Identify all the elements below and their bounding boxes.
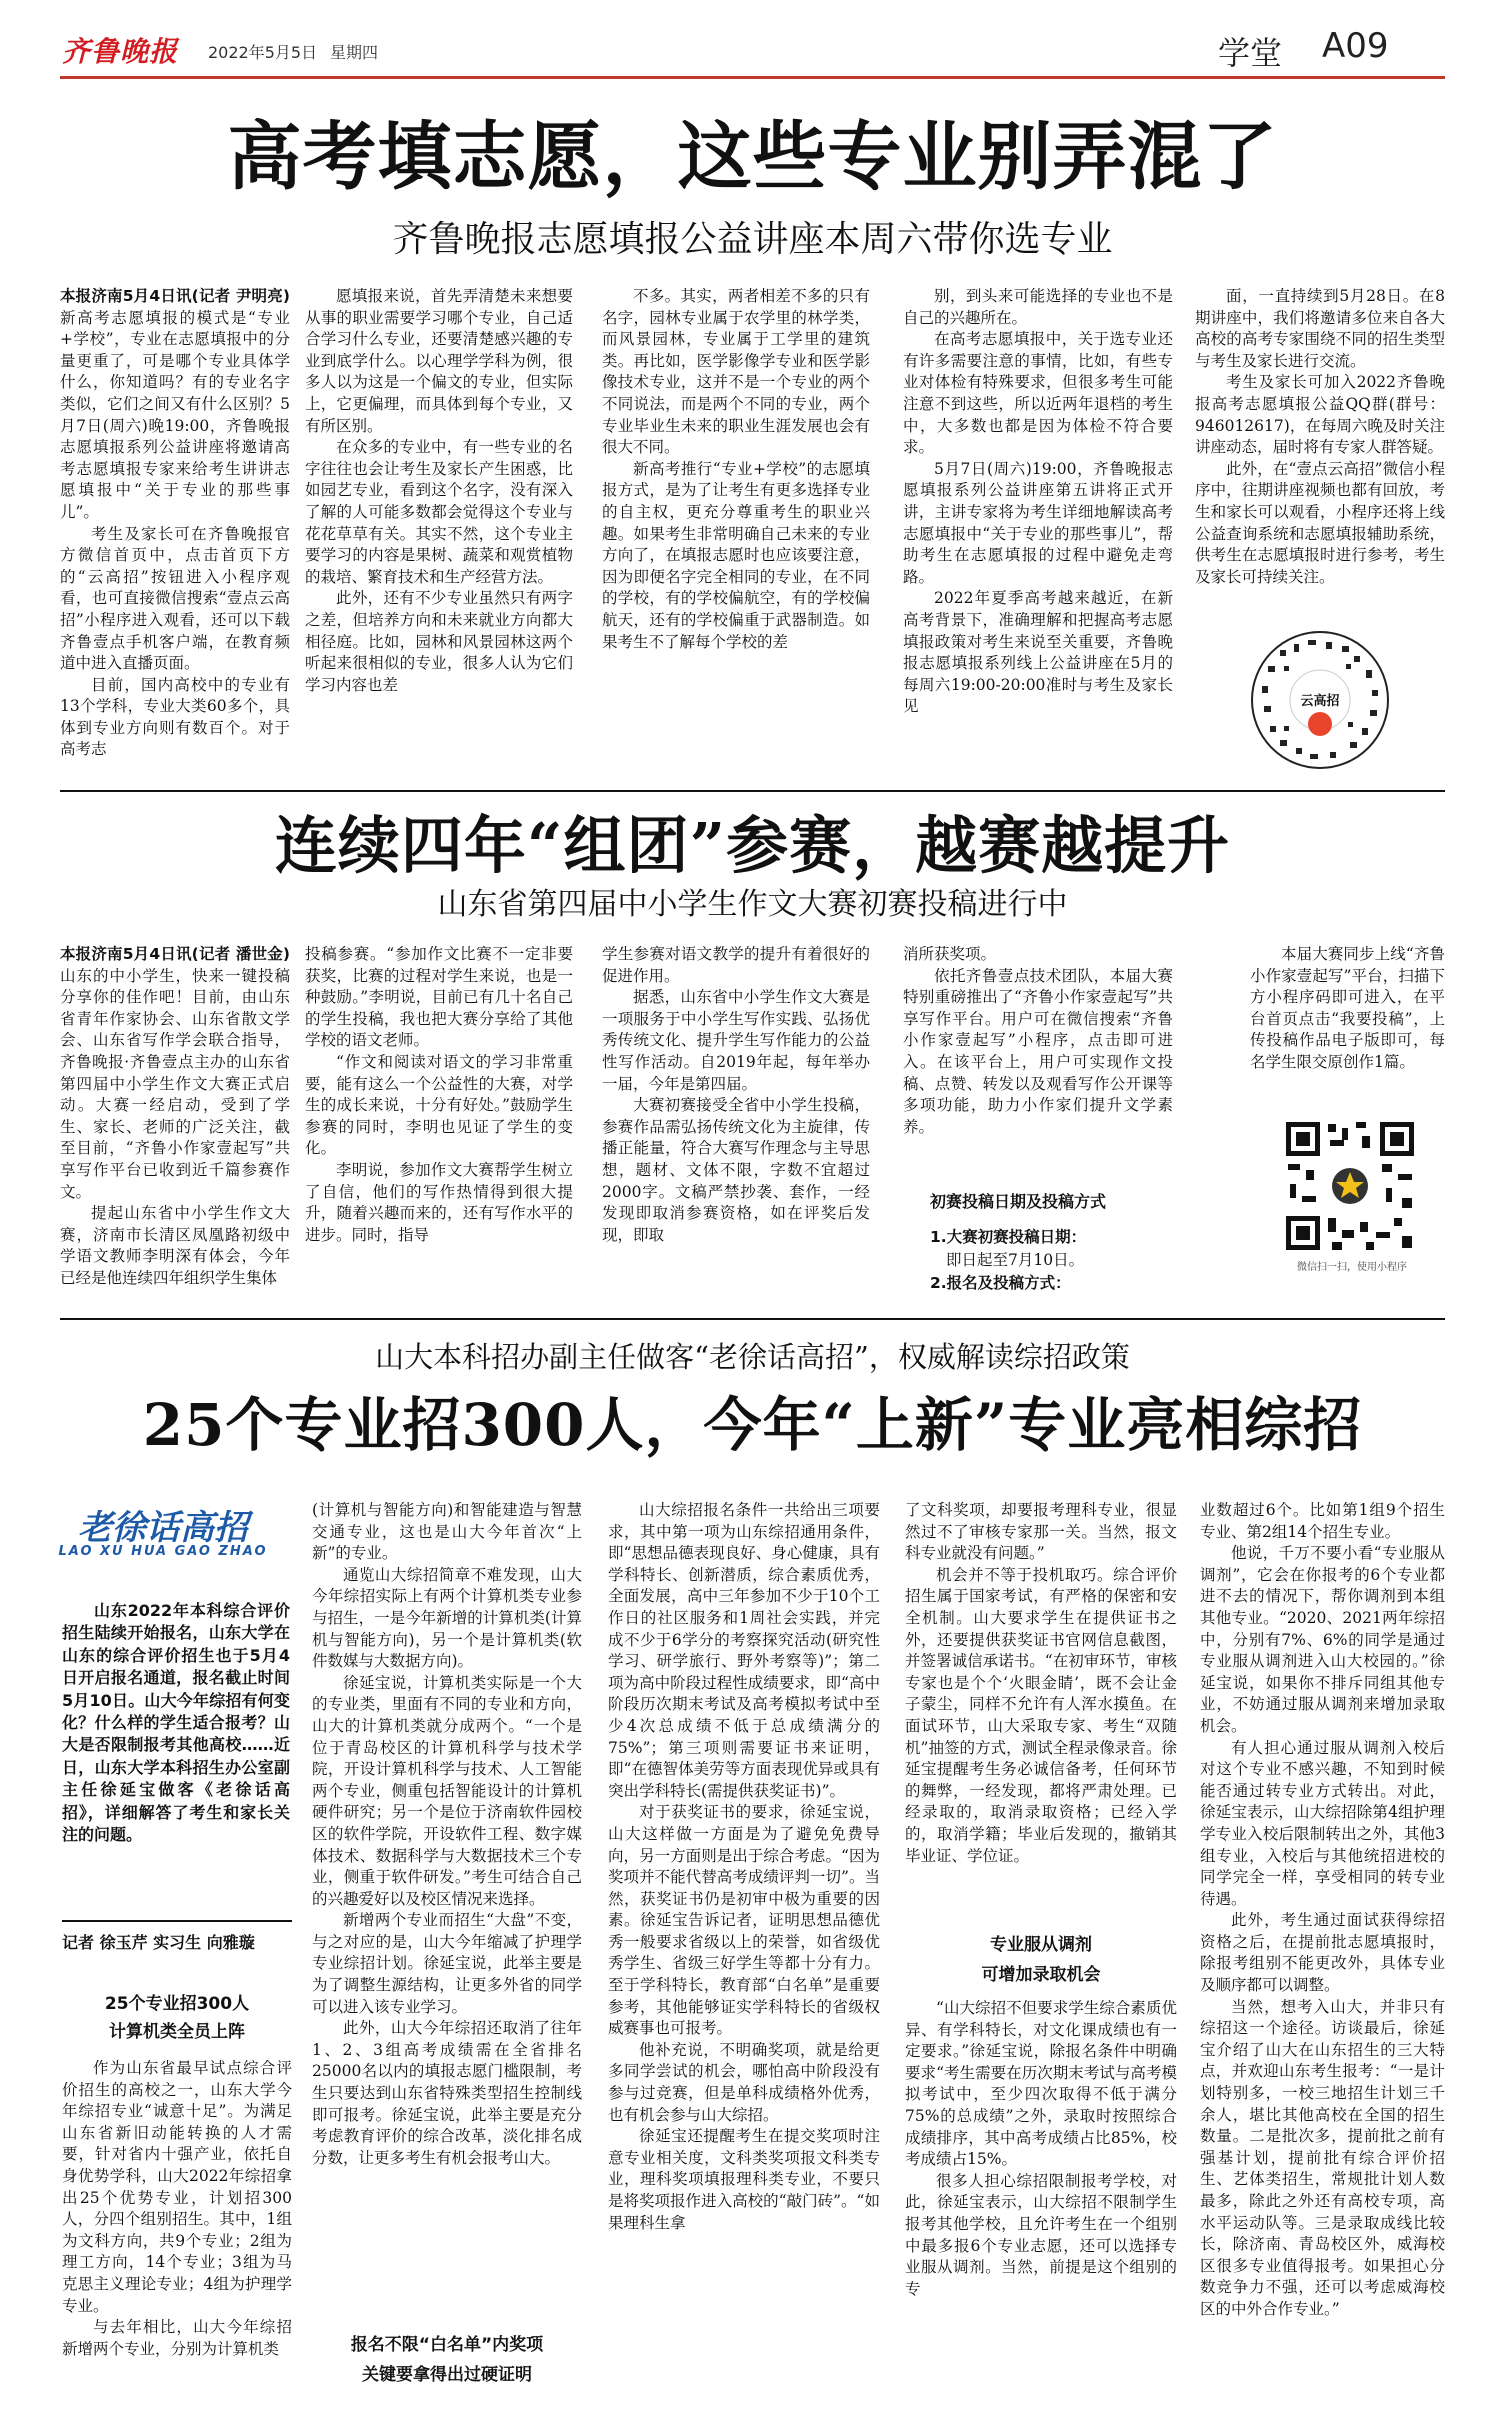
paragraph: 依托齐鲁壹点技术团队，本届大赛特别重磅推出了“齐鲁小作家壹起写”共享写作平台。用户可在微信搜索“齐鲁小作家壹起写”小程序，点击即可进入。在该平台上，用户可实现作文投稿、点赞、转发以及观看写作公开课等多项功能，助力小作家们提升文学素养。: [903, 966, 1173, 1136]
paragraph: 在高考志愿填报中，关于选专业还有许多需要注意的事情，比如，有些专业对体检有特殊要求，但很多考生可能注意不到这些，所以近两年退档的考生中，大多数也都是因为体检不符合要求。: [903, 330, 1173, 457]
article3-column-2: [312, 1500, 582, 2320]
paragraph: 李明说，参加作文大赛帮学生树立了自信，他们的写作热情得到很大提升，随着兴趣而来的，还有写作水平的进步。同时，指导: [305, 1160, 573, 1244]
subhead-line: 关键要拿得出过硬证明: [362, 2365, 532, 2385]
paragraph: “作文和阅读对语文的学习非常重要，能有这么一个公益性的大赛，对学生的成长来说，十分有好处。”鼓励学生参赛的同时，李明也见证了学生的变化。: [305, 1052, 573, 1158]
paragraph: 提起山东省中小学生作文大赛，济南市长清区凤凰路初级中学语文教师李明深有体会，今年已经是他连续四年组织学生集体: [60, 1204, 290, 1287]
box-item: 即日起至7月10日。: [946, 1251, 1085, 1269]
article2-column-5: [1250, 944, 1445, 1094]
paragraph: 别，到头来可能选择的专业也不是自己的兴趣所在。: [903, 287, 1173, 327]
paragraph: 据悉，山东省中小学生作文大赛是一项服务于中小学生写作实践、弘扬优秀传统文化、提升学生写作能力的公益性写作活动。自2019年起，每年举办一届，今年是第四届。: [602, 988, 870, 1093]
paragraph: 有人担心通过服从调剂入校后对这个专业不感兴趣，不知到时候能否通过转专业方式转出。对此，徐延宝表示，山大综招除第4组护理学专业入校后限制转出之外，其他3组专业，入校后与其他统招进校的同学完全一样，享受相同的转专业待遇。: [1200, 1738, 1445, 1908]
paragraph: 投稿参赛。“参加作文比赛不一定非要获奖，比赛的过程对学生来说，也是一种鼓励。”李明说，目前已有几十名自己的学生投稿，我也把大赛分享给了其他学校的语文老师。: [305, 945, 573, 1050]
article2-column-3: [602, 944, 870, 1312]
paragraph: 在众多的专业中，有一些专业的名字往往也会让考生及家长产生困惑，比如园艺专业，看到这个名字，没有深入了解的人可能多数都会觉得这个专业与花花草草有关。其实不然，这个专业主要学习的内容是果树、蔬菜和观赏植物的栽培、繁育技术和生产经营方法。: [305, 438, 573, 586]
article3-column-4a: [905, 1500, 1177, 1920]
subhead-1: [62, 1990, 292, 2046]
qr-caption: 微信扫一扫，使用小程序: [1297, 1262, 1407, 1273]
paragraph: 新高考志愿填报的模式是“专业+学校”，专业在志愿填报中的分量更重了，可是哪个专业具体学什么，你知道吗？有的专业名字类似，它们之间又有什么区别？5月7日(周六)晚19:00，齐鲁晚报志愿填报系列公益讲座将邀请高考志愿填报专家来给考生讲讲志愿填报中“关于专业的那些事儿”。: [60, 308, 290, 521]
paragraph: 考生及家长可加入2022齐鲁晚报高考志愿填报公益QQ群(群号：946012617)，在每周六晚及时关注讲座动态，届时将有专家人群答疑。: [1195, 373, 1445, 457]
article2-headline: 连续四年“组团”参赛，越赛越提升: [274, 809, 1231, 882]
subhead-line: 计算机类全员上阵: [109, 2022, 245, 2042]
mini-program-logo-icon: [1308, 712, 1332, 736]
article1-column-4: [903, 286, 1173, 786]
paragraph: 作为山东省最早试点综合评价招生的高校之一，山东大学今年综招专业“诚意十足”。为满足山东省新旧动能转换的人才需要，针对省内十强产业，依托自身优势学科，山大2022年综招拿出25个优势专业，计划招300人，分四个组别招生。其中，1组为文科方向，共9个专业；2组为理工方向，14个专业；3组为马克思主义理论专业；4组为护理学专业。: [62, 2059, 292, 2315]
article2-column-4: [903, 944, 1173, 1144]
column-logo: [28, 1500, 298, 1570]
paragraph: “山大综招不但要求学生综合素质优异、有学科特长，对文化课成绩也有一定要求。”徐延宝说，除报名条件中明确要求“考生需要在历次期末考试与高考模拟考试中，至少四次取得不低于满分75%的总成绩”之外，录取时按照综合成绩排序，其中高考成绩占比85%，校考成绩占15%。: [905, 1999, 1177, 2169]
paragraph: 新增两个专业而招生“大盘”不变，与之对应的是，山大今年缩减了护理学专业综招计划。徐延宝说，此举主要是为了调整生源结构，让更多外省的同学可以进入该专业学习。: [312, 1911, 582, 2016]
mini-program-label: 云高招: [1300, 694, 1340, 709]
paragraph: 5月7日(周六)19:00，齐鲁晚报志愿填报系列公益讲座第五讲将正式开讲，主讲专家将为考生详细地解读高考志愿填报中“关于专业的那些事儿”，帮助考生在志愿填报的过程中避免走弯路。: [903, 459, 1173, 586]
paragraph: 面，一直持续到5月28日。在8期讲座中，我们将邀请多位来自各大高校的高考专家围绕不同的招生类型与考生及家长进行交流。: [1195, 287, 1445, 370]
box-item: 1.大赛初赛投稿日期：: [930, 1228, 1087, 1246]
paragraph: 徐延宝说，计算机类实际是一个大的专业类，里面有不同的专业和方向，山大的计算机类就分成两个。“一个是位于青岛校区的计算机科学与技术学院，开设计算机科学与技术、人工智能两个专业，侧重包括智能设计的计算机硬件研究；另一个是位于济南软件园校区的软件学院，开设软件工程、数字媒体技术、数据科学与大数据技术三个专业，侧重于软件研发。”考生可结合自己的兴趣爱好以及校区情况来选择。: [312, 1673, 582, 1908]
paragraph: 此外，在“壹点云高招”微信小程序中，往期讲座视频也都有回放，考生和家长可以观看，小程序还将上线公益查询系统和志愿填报辅助系统，供考生在志愿填报时进行参考，考生及家长可持续关注。: [1195, 459, 1445, 586]
logo-pinyin: LAO XU HUA GAO ZHAO: [58, 1544, 268, 1559]
article3-kicker: 山大本科招办副主任做客“老徐话高招”，权威解读综招政策: [375, 1340, 1130, 1374]
submission-info-box: [930, 1190, 1170, 1295]
paragraph: 很多人担心综招限制报考学校，对此，徐延宝表示，山大综招不限制学生报考其他学校，且允许考生在一个组别中最多报6个专业志愿，还可以选择专业服从调剂。当然，前提是这个组别的专: [905, 2171, 1177, 2298]
article1-headline: 高考填志愿，这些专业别弄混了: [227, 114, 1278, 200]
paragraph: 与去年相比，山大今年综招新增两个专业，分别为计算机类: [62, 2318, 292, 2358]
article3-byline: 记者 徐玉芹 实习生 向雅璇: [62, 1920, 292, 1953]
article1-dateline: 本报济南5月4日讯(记者 尹明亮): [60, 287, 290, 305]
page-number: A09: [1322, 26, 1389, 66]
masthead: [0, 0, 1500, 80]
subhead-line: 25个专业招300人: [104, 1994, 250, 2014]
logo-text: 老徐话高招: [78, 1508, 248, 1548]
article3-headline: 25个专业招300人，今年“上新”专业亮相综招: [142, 1391, 1363, 1459]
paragraph: 对于获奖证书的要求，徐延宝说，山大这样做一方面是为了避免免费导向，另一方面则是出于综合考虑。“因为奖项并不能代替高考成绩评判一切”。当然，获奖证书仍是初审中极为重要的因素。徐延宝告诉记者，证明思想品德优秀一般要求省级以上的荣誉，如省级优秀学生、省级三好学生等都十分有力。至于学科特长，教育部“白名单”是重要参考，其他能够证实学科特长的省级权威赛事也可报考。: [608, 1803, 880, 2038]
article2-subhead: 山东省第四届中小学生作文大赛初赛投稿进行中: [437, 887, 1068, 922]
subhead-3: [905, 1930, 1177, 1990]
paragraph: 了文科奖项，却要报考理科专业，很显然过不了审核专家那一关。当然，报文科专业就没有问题。”: [905, 1501, 1177, 1563]
paragraph: 山东的中小学生，快来一键投稿分享你的佳作吧！目前，由山东省青年作家协会、山东省散文学会、山东省写作学会联合指导，齐鲁晚报·齐鲁壹点主办的山东省第四届中小学生作文大赛正式启动。大赛一经启动，受到了学生、家长、老师的广泛关注，截至目前，“齐鲁小作家壹起写”共享写作平台已收到近千篇参赛作文。: [60, 966, 290, 1201]
box-title: 初赛投稿日期及投稿方式: [930, 1192, 1107, 1211]
section-divider: [60, 1318, 1445, 1320]
paragraph: 愿填报来说，首先弄清楚未来想要从事的职业需要学习哪个专业，自己适合学习什么专业，还要清楚感兴趣的专业到底学什么。以心理学学科为例，很多人以为这是一个偏文的专业，但实际上，它更偏理，而具体到每个专业，又有所区别。: [305, 287, 573, 435]
article2-column-2: [305, 944, 573, 1312]
subhead-line: 报名不限“白名单”内奖项: [350, 2335, 544, 2355]
paragraph: 机会并不等于投机取巧。综合评价招生属于国家考试，有严格的保密和安全机制。山大要求学生在提供证书之外，还要提供获奖证书官网信息截图，并签署诚信承诺书。“在初审环节，审核专家也是个个‘火眼金睛’，既不会让金子蒙尘，同样不允许有人浑水摸鱼。在面试环节，山大采取专家、考生“双随机”抽签的方式，测试全程录像录音。徐延宝提醒考生务必诚信备考，任何环节的舞弊，一经发现，都将严肃处理。已经录取的，取消录取资格；已经入学的，取消学籍；毕业后发现的，撤销其毕业证、学位证。: [905, 1565, 1177, 1865]
article2-dateline: 本报济南5月4日讯(记者 潘世金): [60, 945, 290, 963]
paragraph: 此外，考生通过面试获得综招资格之后，在提前批志愿填报时，除报考组别不能更改外，具体专业及顺序都可以调整。: [1200, 1911, 1445, 1995]
paragraph: 业数超过6个。比如第1组9个招生专业、第2组14个招生专业。: [1200, 1501, 1445, 1541]
paragraph: 本届大赛同步上线“齐鲁小作家壹起写”平台，扫描下方小程序码即可进入，在平台首页点击“我要投稿”，上传投稿作品电子版即可，每名学生限交原创作1篇。: [1250, 945, 1445, 1071]
paragraph: 他说，千万不要小看“专业服从调剂”，它会在你报考的6个专业都进不去的情况下，帮你调剂到本组其他专业。“2020、2021两年综招中，分别有7%、6%的同学是通过专业服从调剂进入山大校园的。”徐延宝说，如果你不排斥同组其他专业，不妨通过服从调剂来增加录取机会。: [1200, 1544, 1445, 1735]
paragraph: 新高考推行“专业+学校”的志愿填报方式，是为了让考生有更多选择专业的自主权，更充分尊重考生的职业兴趣。如果考生非常明确自己未来的专业方向了，在填报志愿时也应该要注意，因为即便名字完全相同的专业，在不同的学校，有的学校偏航空，有的学校偏航天，还有的学校偏重于武器制造。如果考生不了解每个学校的差: [602, 459, 870, 651]
article1-column-2: [305, 286, 573, 786]
paragraph: 通览山大综招简章不难发现，山大今年综招实际上有两个计算机类专业参与招生，一是今年新增的计算机类(计算机与智能方向)，另一个是计算机类(软件数媒与大数据方向)。: [312, 1565, 582, 1671]
newspaper-logo: 齐鲁晚报: [62, 35, 179, 68]
article3-column-4b: [905, 1998, 1177, 2398]
paragraph: 当然，想考入山大，并非只有综招这一个途径。访谈最后，徐延宝介绍了山大在山东招生的三大特点，并欢迎山东考生报考：“一是计划特别多，一校三地招生计划三千余人，堪比其他高校在全国的招生数量。二是批次多，提前批之前有强基计划，提前批有综合评价招生、艺体类招生，常规批计划人数最多，除此之外还有高校专项，高水平运动队等。三是录取成线比较长，除济南、青岛校区外，威海校区很多专业值得报考。如果担心分数竞争力不强，还可以考虑威海校区的中外合作专业。”: [1200, 1997, 1445, 2318]
paragraph: 徐延宝还提醒考生在提交奖项时注意专业相关度，文科类奖项报文科类专业，理科奖项填报理科类专业，不要只是将奖项报作进入高校的“敲门砖”。“如果理科生拿: [608, 2127, 880, 2232]
qr-code[interactable]: [1282, 1118, 1418, 1254]
paragraph: (计算机与智能方向)和智能建造与智慧交通专业，这也是山大今年首次“上新”的专业。: [312, 1501, 582, 1563]
masthead-rule: [60, 76, 1445, 79]
paragraph: 山大综招报名条件一共给出三项要求，其中第一项为山东综招通用条件，即“思想品德表现良好、身心健康，具有学科特长、创新潜质，综合素质优秀，全面发展，高中三年参加不少于10个工作日的社区服务和1周社会实践，并完成不少于6学分的考察探究活动(研究性学习、研学旅行、野外考察等)”；第二项为高中阶段过程性成绩要求，即“高中阶段历次期末考试及高考模拟考试中至少4次总成绩不低于总成绩满分的75%”；第三项则需要证书来证明，即“在德智体美劳等方面表现优异或具有突出学科特长(需提供获奖证书)”。: [608, 1501, 880, 1800]
paragraph: 此外，还有不少专业虽然只有两字之差，但培养方向和未来就业方向都大相径庭。比如，园林和风景园林这两个听起来很相似的专业，很多人认为它们学习内容也差: [305, 589, 573, 694]
paragraph: 2022年夏季高考越来越近，在新高考背景下，准确理解和把握高考志愿填报政策对考生来说至关重要，齐鲁晚报志愿填报系列线上公益讲座在5月的每周六19:00-20:00准时与考生及家长见: [903, 589, 1173, 716]
article1-subhead: 齐鲁晚报志愿填报公益讲座本周六带你选专业: [392, 219, 1113, 260]
article1-column-3: [602, 286, 870, 786]
section-divider: [60, 790, 1445, 792]
article3-column-5: [1200, 1500, 1445, 2398]
subhead-line: 专业服从调剂: [990, 1935, 1092, 1955]
paragraph: 目前，国内高校中的专业有13个学科，专业大类60多个，具体到专业方向则有数百个。对于高考志: [60, 675, 290, 759]
paragraph: 消所获奖项。: [903, 945, 997, 963]
article3-column-3: [608, 1500, 880, 2398]
paragraph: 考生及家长可在齐鲁晚报官方微信首页中，点击首页下方的“云高招”按钮进入小程序观看，也可直接微信搜索“壹点云高招”小程序进入观看，还可以下载齐鲁壹点手机客户端，在教育频道中进入直播页面。: [60, 524, 290, 673]
article1-column-5: [1195, 286, 1445, 616]
subhead-line: 可增加录取机会: [981, 1965, 1101, 1985]
box-item: 2.报名及投稿方式：: [930, 1274, 1071, 1292]
paragraph: 不多。其实，两者相差不多的只有名字，园林专业属于农学里的林学类，而风景园林，专业属于工学里的建筑类。再比如，医学影像学专业和医学影像技术专业，这并不是一个专业的两个不同说法，而是两个不同的专业，两个专业毕业生未来的职业生涯发展也会有很大不同。: [602, 287, 870, 457]
section-name: 学堂: [1218, 34, 1283, 72]
subhead-2: [312, 2330, 582, 2390]
paragraph: 大赛初赛接受全省中小学生投稿，参赛作品需弘扬传统文化为主旋律，传播正能量，符合大赛写作理念与主导思想，题材、文体不限，字数不宜超过2000字。文稿严禁抄袭、套作，一经发现即取消参赛资格，如在评奖后发现，即取: [602, 1096, 870, 1244]
issue-weekday: 星期四: [330, 43, 379, 62]
paragraph: 学生参赛对语文教学的提升有着很好的促进作用。: [602, 945, 870, 985]
paragraph: 此外，山大今年综招还取消了往年1、2、3组高考成绩需在全省排名25000名以内的填报志愿门槛限制，考生只要达到山东省特殊类型招生控制线即可报考。徐延宝说，此举主要是充分考虑教育评价的综合改革，淡化排名成分数，让更多考生有机会报考山大。: [312, 2019, 582, 2167]
article3-column-1: [62, 2058, 292, 2398]
article1-column-1: [60, 286, 290, 786]
issue-date: 2022年5月5日: [208, 43, 318, 62]
paragraph: 他补充说，不明确奖项，就是给更多同学尝试的机会，哪怕高中阶段没有参与过竞赛，但是单科成绩格外优秀，也有机会参与山大综招。: [608, 2040, 880, 2124]
article3-lead: 山东2022年本科综合评价招生陆续开始报名，山东大学在山东的综合评价招生也于5月4日开启报名通道，报名截止时间5月10日。山大今年综招有何变化？什么样的学生适合报考？山大是否限制报考其他高校……近日，山东大学本科招生办公室副主任徐延宝做客《老徐话高招》，详细解答了考生和家长关注的问题。: [62, 1601, 290, 1845]
article2-column-1: [60, 944, 290, 1312]
